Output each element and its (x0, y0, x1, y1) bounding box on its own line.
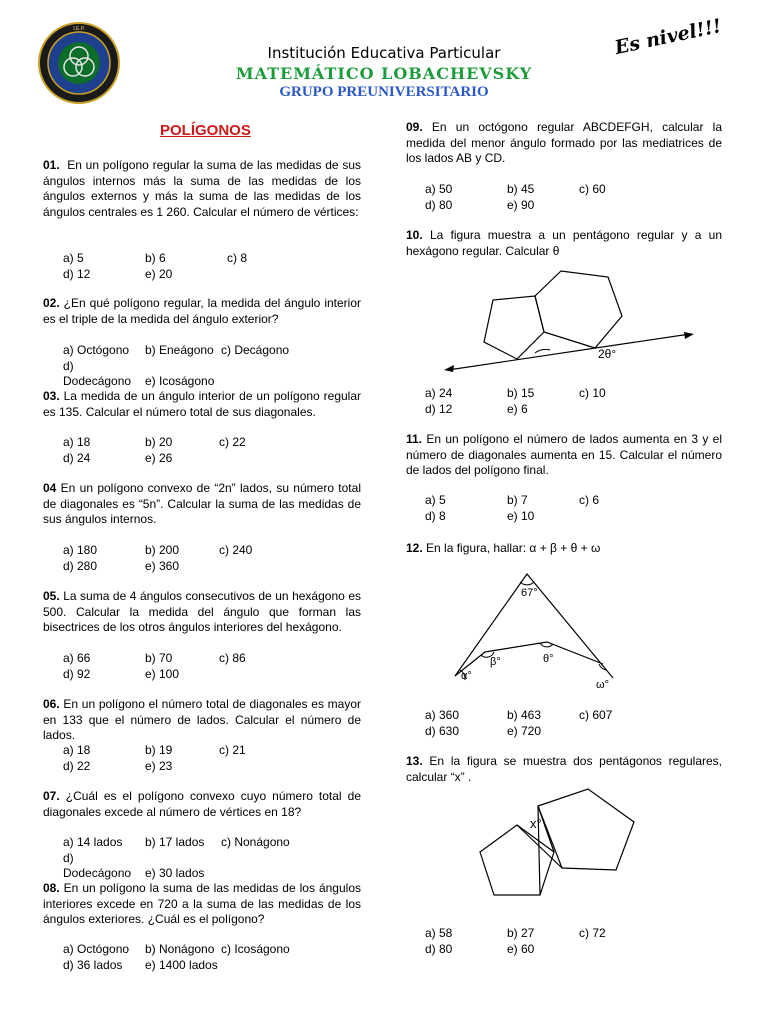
answer-option: d) 8 (425, 508, 446, 523)
answer-option: b) Eneágono (145, 343, 214, 357)
question-text: En la figura, hallar: α + β + θ + ω (426, 541, 601, 555)
answer-option: c) Nonágono (221, 835, 290, 849)
question-03 (43, 389, 361, 420)
answer-option: c) 60 (579, 182, 606, 196)
answer-option: a) 14 lados (63, 835, 123, 849)
question-text: En un polígono regular la suma de las medidas de sus ángulos internos más la suma de las medidas de los ángulos externos y más la suma de las medidas de los ángulos centrales es 1 260. Calcular el número de vértices: (43, 158, 362, 219)
answer-option: d) 630 (425, 723, 460, 738)
question-07 (43, 789, 361, 820)
question-text: En un polígono la suma de las medidas de los ángulos interiores excede en 720 a la suma de las medidas de los ángulos exteriores. ¿Cuál es el polígono? (43, 881, 361, 926)
question-number: 06. (43, 697, 60, 711)
answer-option: b) 70 (145, 651, 173, 665)
options-01 (63, 251, 247, 282)
figure-label-2theta: 2θ° (598, 347, 617, 361)
answer-option: d) 80 (425, 941, 453, 956)
logo-text-top: I.E.P. (73, 26, 85, 32)
question-01 (43, 158, 361, 220)
answer-option: e) 30 lados (145, 866, 205, 880)
answer-option: c) 6 (579, 493, 600, 507)
figure-two-pentagons (470, 784, 645, 919)
question-number: 09. (406, 120, 423, 134)
answer-option: a) 360 (425, 708, 460, 722)
answer-option: e) 26 (145, 450, 173, 465)
answer-option: a) 18 (63, 743, 91, 757)
answer-option: b) 17 lados (145, 835, 205, 849)
question-10 (406, 228, 722, 259)
answer-option: e) 100 (145, 666, 180, 681)
hexagon-shape (535, 271, 622, 348)
options-10 (425, 386, 606, 417)
answer-option: d) 22 (63, 758, 91, 773)
answer-option: d) 80 (425, 197, 453, 212)
answer-option: e) 1400 lados (145, 957, 218, 972)
question-text: En la figura se muestra dos pentágonos regulares, calcular “x” . (406, 754, 722, 784)
answer-option: d) 24 (63, 450, 91, 465)
figure-triangle-angles (445, 566, 625, 692)
answer-option: b) 463 (507, 708, 542, 722)
label-beta: β° (490, 656, 501, 668)
answer-option: b) 19 (145, 743, 173, 757)
question-05 (43, 589, 361, 636)
answer-option: e) Icoságono (145, 374, 215, 388)
question-text: En un polígono convexo de “2n” lados, su número total de diagonales es “5n”. Calcular la suma de las medidas de sus ángulos internos. (43, 481, 361, 526)
options-11 (425, 493, 599, 524)
question-06 (43, 697, 361, 744)
question-text: La medida de un ángulo interior de un polígono regular es 135. Calcular el número total de sus diagonales. (43, 389, 361, 419)
slogan: Es nivel!!! (612, 14, 724, 60)
group-name: GRUPO PREUNIVERSITARIO (279, 84, 489, 100)
label-alpha: α° (461, 670, 472, 682)
question-number: 02. (43, 296, 60, 310)
question-number: 13. (406, 754, 423, 768)
question-09 (406, 120, 722, 167)
answer-option: e) 6 (507, 401, 528, 416)
answer-option: c) 22 (219, 435, 246, 449)
answer-option: b) 15 (507, 386, 535, 400)
answer-option: b) 7 (507, 493, 528, 507)
question-number: 12. (406, 541, 423, 555)
answer-option: d) Dodecágono (63, 850, 132, 880)
options-02 (63, 343, 289, 390)
answer-option: b) Nonágono (145, 942, 215, 956)
pentagon-shape (484, 296, 544, 359)
answer-option: e) 90 (507, 197, 535, 212)
answer-option: a) 5 (63, 251, 84, 265)
answer-option: e) 720 (507, 723, 542, 738)
answer-option: c) 240 (219, 543, 253, 557)
answer-option: c) Decágono (221, 343, 290, 357)
question-04 (43, 481, 361, 528)
question-text: En un polígono el número de lados aumenta en 3 y el número de diagonales aumenta en 15. Calcular el número de lados del polígono final. (406, 432, 722, 477)
question-text: ¿Cuál es el polígono convexo cuyo número total de diagonales excede al número de vértices en 18? (43, 789, 361, 819)
question-13 (406, 754, 722, 785)
options-06 (63, 743, 246, 774)
label-67: 67° (521, 587, 538, 599)
answer-option: b) 6 (145, 251, 166, 265)
answer-option: a) 66 (63, 651, 91, 665)
question-text: En un octógono regular ABCDEFGH, calcular la medida del menor ángulo formado por las mediatrices de los lados AB y CD. (406, 120, 722, 165)
question-number: 03. (43, 389, 60, 403)
answer-option: a) Octógono (63, 942, 130, 956)
broken-line (455, 642, 603, 676)
answer-option: b) 45 (507, 182, 535, 196)
answer-option: c) 607 (579, 708, 613, 722)
answer-option: b) 20 (145, 435, 173, 449)
answer-option: b) 200 (145, 543, 180, 557)
institution-line: Institución Educativa Particular (267, 44, 501, 62)
question-number: 11. (406, 432, 423, 446)
answer-option: e) 360 (145, 558, 180, 573)
answer-option: e) 60 (507, 941, 535, 956)
answer-option: c) Icoságono (221, 942, 290, 956)
answer-option: c) 86 (219, 651, 246, 665)
question-number: 05. (43, 589, 60, 603)
options-04 (63, 543, 252, 574)
options-07 (63, 835, 290, 882)
page-title: POLÍGONOS (160, 122, 251, 139)
arrow-right-icon (684, 332, 694, 339)
answer-option: c) 72 (579, 926, 606, 940)
question-02 (43, 296, 361, 327)
answer-option: c) 8 (227, 251, 248, 265)
answer-option: c) 21 (219, 743, 246, 757)
question-text: La suma de 4 ángulos consecutivos de un hexágono es 500. Calcular la medida del ángulo que forman las bisectrices de los otros ángulos interiores del hexágono. (43, 589, 361, 634)
answer-option: d) 36 lados (63, 957, 123, 972)
answer-option: d) 280 (63, 558, 98, 573)
answer-option: c) 10 (579, 386, 606, 400)
question-number: 07. (43, 789, 60, 803)
label-omega: ω° (596, 679, 609, 691)
answer-option: e) 23 (145, 758, 173, 773)
question-08 (43, 881, 361, 928)
pentagon-left (480, 825, 554, 895)
answer-option: a) 24 (425, 386, 453, 400)
answer-option: a) 50 (425, 182, 453, 196)
answer-option: e) 10 (507, 508, 535, 523)
answer-option: a) 18 (63, 435, 91, 449)
question-number: 04 (43, 481, 57, 495)
answer-option: b) 27 (507, 926, 535, 940)
answer-option: d) 12 (425, 401, 453, 416)
question-11 (406, 432, 722, 479)
answer-option: d) 12 (63, 266, 91, 281)
angle-arc (520, 582, 534, 585)
question-12 (406, 541, 722, 557)
options-13 (425, 926, 606, 957)
options-05 (63, 651, 246, 682)
answer-option: a) 58 (425, 926, 453, 940)
answer-option: a) 180 (63, 543, 98, 557)
label-x: x° (530, 816, 542, 831)
label-theta: θ° (543, 653, 554, 665)
answer-option: a) 5 (425, 493, 446, 507)
question-text: ¿En qué polígono regular, la medida del ángulo interior es el triple de la medida del ángulo exterior? (43, 296, 361, 326)
answer-option: e) 20 (145, 266, 173, 281)
answer-option: d) 92 (63, 666, 91, 681)
figure-pentagon-hexagon (440, 266, 700, 376)
question-number: 10. (406, 228, 423, 242)
question-number: 01. (43, 158, 60, 172)
options-08 (63, 942, 290, 973)
arrow-left-icon (444, 365, 454, 372)
answer-option: d) Dodecágono (63, 358, 132, 388)
question-number: 08. (43, 881, 60, 895)
answer-option: a) Octógono (63, 343, 130, 357)
question-text: En un polígono el número total de diagonales es mayor en 133 que el número de lados. Calcular el número de lados. (43, 697, 361, 742)
school-name: MATEMÁTICO LOBACHEVSKY (235, 64, 533, 83)
question-text: La figura muestra a un pentágono regular y a un hexágono regular. Calcular θ (406, 228, 722, 258)
options-03 (63, 435, 246, 466)
angle-arc (535, 349, 550, 353)
options-12 (425, 708, 612, 739)
options-09 (425, 182, 606, 213)
